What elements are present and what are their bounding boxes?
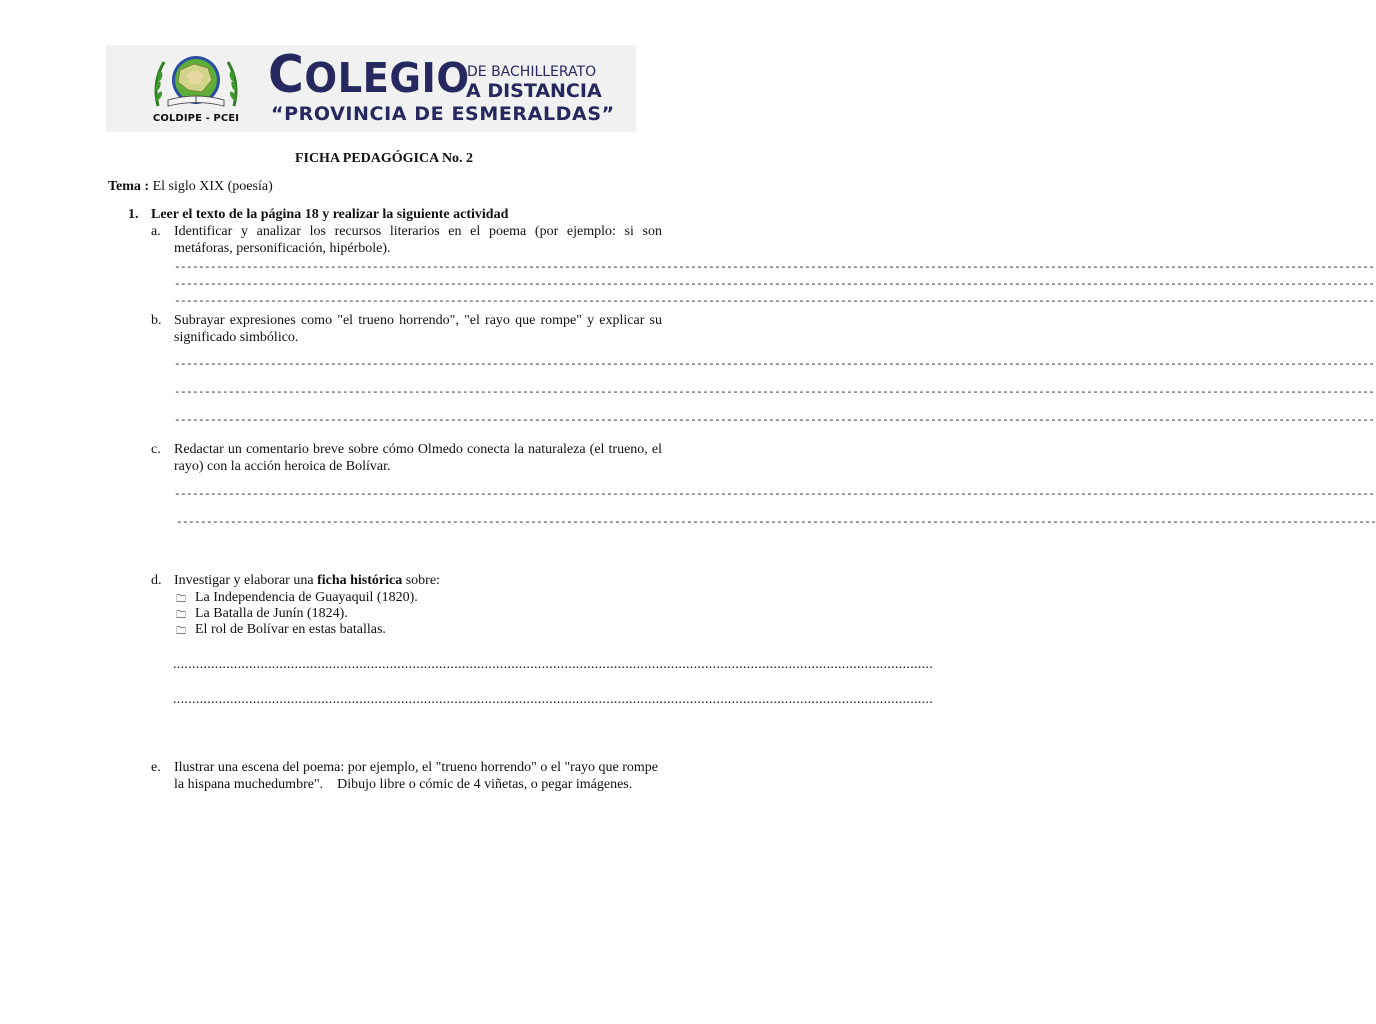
- answer-line[interactable]: --------------------------------------------------------------------------------------------------------------------------------------------------------------------------------------------------------: [174, 387, 1375, 399]
- document-title: FICHA PEDAGÓGICA No. 2: [294, 151, 474, 166]
- answer-line[interactable]: --------------------------------------------------------------------------------------------------------------------------------------------------------------------------------------------------------: [174, 359, 1375, 371]
- bullet-text: El rol de Bolívar en estas batallas.: [195, 622, 386, 637]
- answer-line-dotted[interactable]: ........................................................................................................................................................................................................: [173, 692, 933, 707]
- answer-line[interactable]: --------------------------------------------------------------------------------------------------------------------------------------------------------------------------------------------------------: [176, 517, 1376, 529]
- item-a-text: Identificar y analizar los recursos literarios en el poema (por ejemplo: si son metáforas, personificación, hipérbole).: [174, 224, 662, 256]
- question-text: Leer el texto de la página 18 y realizar la siguiente actividad: [151, 207, 509, 222]
- bullet-text: La Batalla de Junín (1824).: [195, 606, 348, 621]
- tema-line: [108, 178, 273, 195]
- question-number: 1.: [128, 207, 139, 222]
- answer-line-dotted[interactable]: ........................................................................................................................................................................................................: [173, 657, 933, 672]
- answer-line[interactable]: --------------------------------------------------------------------------------------------------------------------------------------------------------------------------------------------------------: [174, 262, 1375, 274]
- item-d-letter: d.: [151, 573, 162, 588]
- item-d-text-start: Investigar y elaborar una: [174, 573, 318, 588]
- item-e-text: Ilustrar una escena del poema: por ejemplo, el "trueno horrendo" o el "rayo que rompe la hispana muchedumbre". Dibujo libre o cómic de 4 viñetas, o pegar imágenes.: [174, 760, 662, 792]
- school-name-line-2: A DISTANCIA: [466, 80, 602, 102]
- logo-caption: COLDIPE - PCEI: [152, 113, 240, 124]
- school-crest-logo: [150, 52, 242, 114]
- answer-line[interactable]: --------------------------------------------------------------------------------------------------------------------------------------------------------------------------------------------------------: [174, 489, 1375, 501]
- item-d-text-bold: ficha histórica: [317, 573, 403, 588]
- answer-line[interactable]: --------------------------------------------------------------------------------------------------------------------------------------------------------------------------------------------------------: [174, 415, 1375, 427]
- folder-icon: 🗀: [176, 594, 186, 605]
- school-name-line-3: “PROVINCIA DE ESMERALDAS”: [271, 103, 615, 125]
- item-d-text: [174, 572, 662, 589]
- item-b-text: Subrayar expresiones como "el trueno horrendo", "el rayo que rompe" y explicar su significado simbólico.: [174, 313, 662, 345]
- item-c-text: Redactar un comentario breve sobre cómo Olmedo conecta la naturaleza (el trueno, el rayo) con la acción heroica de Bolívar.: [174, 442, 662, 474]
- tema-label: Tema :: [108, 179, 150, 194]
- item-b-letter: b.: [151, 313, 162, 328]
- item-c-letter: c.: [151, 442, 161, 457]
- answer-line[interactable]: --------------------------------------------------------------------------------------------------------------------------------------------------------------------------------------------------------: [174, 279, 1375, 291]
- school-name-line-1: DE BACHILLERATO: [467, 64, 597, 80]
- folder-icon: 🗀: [176, 626, 186, 637]
- bullet-text: La Independencia de Guayaquil (1820).: [195, 590, 418, 605]
- school-name-main: COLEGIO: [268, 45, 470, 105]
- item-d-text-end: sobre:: [402, 573, 440, 588]
- answer-line[interactable]: --------------------------------------------------------------------------------------------------------------------------------------------------------------------------------------------------------: [174, 296, 1375, 308]
- item-a-letter: a.: [151, 224, 161, 239]
- tema-value: El siglo XIX (poesía): [149, 179, 273, 194]
- folder-icon: 🗀: [176, 610, 186, 621]
- item-e-letter: e.: [151, 760, 161, 775]
